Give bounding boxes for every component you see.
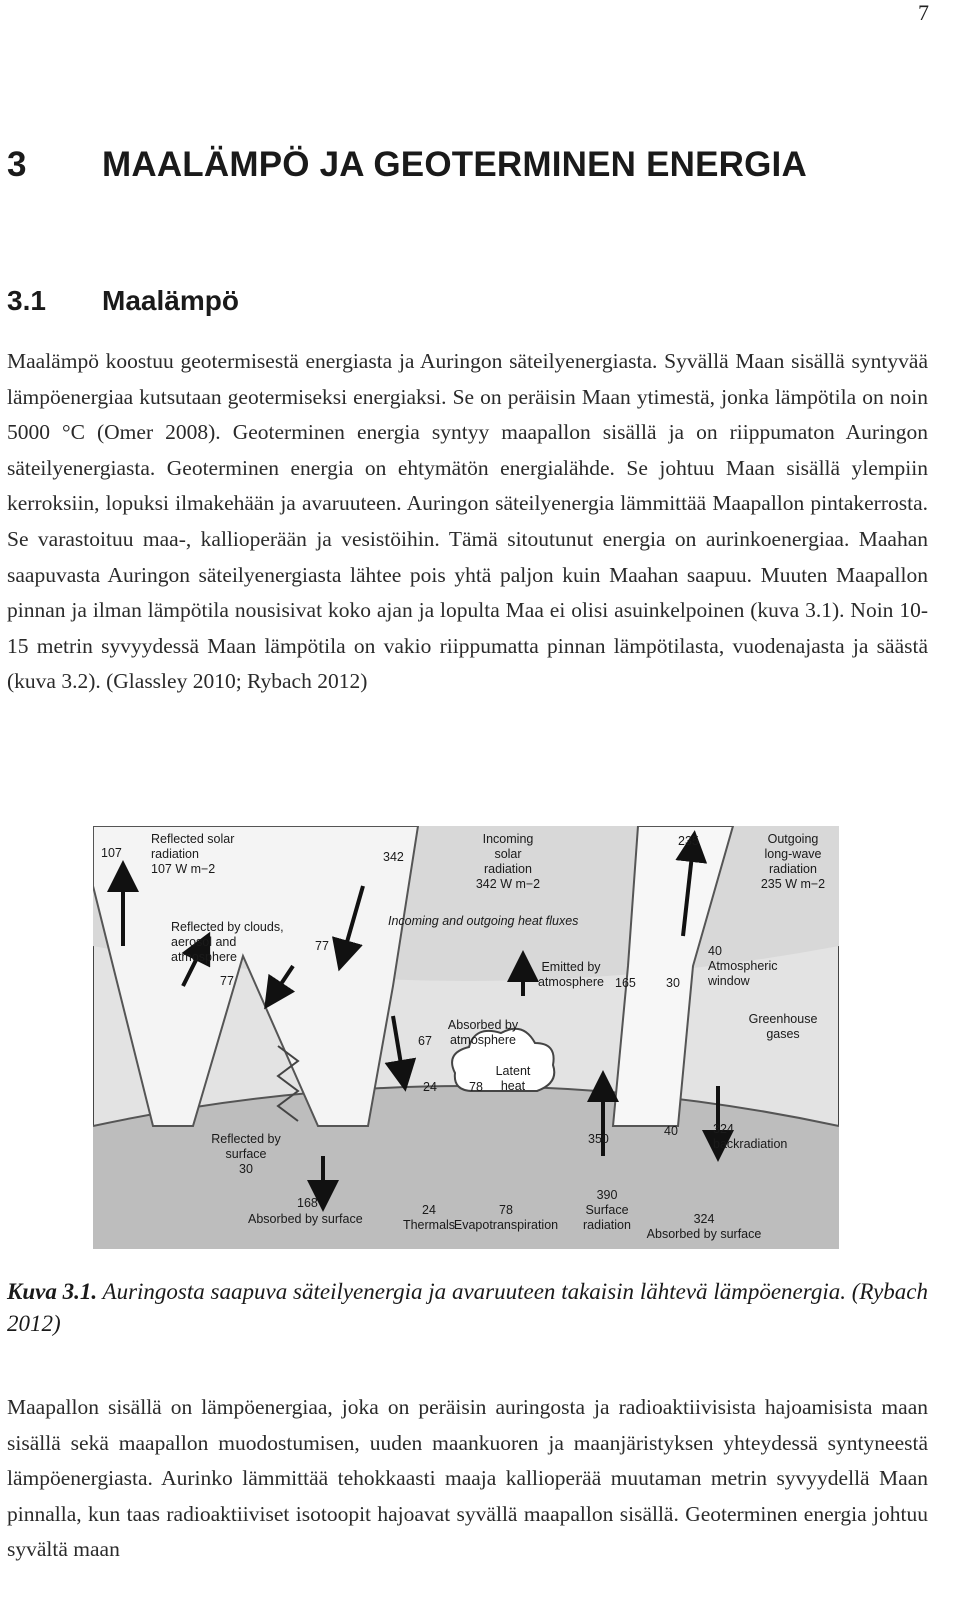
label-incoming-solar: Incoming solar radiation 342 W m−2 (475, 832, 541, 891)
caption-label: Kuva 3.1. (7, 1279, 98, 1304)
label-greenhouse-gases: Greenhouse gases (748, 1012, 818, 1041)
label-emitted-value: 165 (615, 976, 636, 990)
label-heat-fluxes-title: Incoming and outgoing heat fluxes (388, 914, 579, 928)
label-latent-heat: Latent heat (495, 1064, 531, 1093)
label-reflected-by-clouds: Reflected by clouds, aerosol and atmosphere (171, 920, 284, 964)
label-surface-up-value: 350 (588, 1132, 609, 1146)
label-outgoing-longwave: Outgoing long-wave radiation 235 W m−2 (760, 832, 826, 891)
section-heading (7, 285, 239, 317)
label-reflected-by-surface: Reflected by surface 30 (211, 1132, 281, 1176)
caption-text: Auringosta saapuva säteilyenergia ja avaruuteen takaisin lähtevä lämpöenergia. (Rybach 2012) (7, 1279, 928, 1336)
label-clouds-value-a: 77 (315, 939, 329, 953)
chapter-heading (7, 145, 807, 185)
label-atmospheric-window: 40 Atmospheric window (708, 944, 778, 988)
label-latent-top-value: 78 (469, 1080, 483, 1094)
label-reflected-solar: Reflected solar radiation 107 W m−2 (151, 832, 235, 876)
label-outgoing-value: 235 (678, 834, 699, 848)
label-thermals: 24 Thermals (402, 1203, 456, 1232)
label-evapotranspiration: 78 Evapotranspiration (453, 1203, 559, 1232)
energy-flux-diagram (93, 826, 839, 1249)
chapter-title: MAALÄMPÖ JA GEOTERMINEN ENERGIA (102, 145, 807, 184)
label-absorbed-surface-value: 168 (297, 1196, 318, 1210)
label-window-value-30: 30 (666, 976, 680, 990)
label-clouds-value-b: 77 (220, 974, 234, 988)
label-backradiation: 324 backradiation (713, 1122, 788, 1151)
label-surface-radiation: 390 Surface radiation (583, 1188, 631, 1232)
label-absorbed-atm-value: 67 (418, 1034, 432, 1048)
label-absorbed-by-surface-left: Absorbed by surface (248, 1212, 363, 1226)
label-thermals-top-value: 24 (423, 1080, 437, 1094)
section-title: Maalämpö (102, 285, 239, 316)
label-absorbed-by-atmosphere: Absorbed by atmosphere (447, 1018, 519, 1047)
label-emitted-by-atmosphere: Emitted by atmosphere (537, 960, 604, 989)
body-paragraph-2: Maapallon sisällä on lämpöenergiaa, joka on peräisin auringosta ja radioaktiivisista hajoamisista maan sisällä sekä maapallon muodostumisen, uuden maankuoren ja maanjäristyksen yhteydessä syntyneestä lämpöenergiasta. Aurinko lämmittää tehokkaasti maaja kallioperää muutaman metrin syvyydellä Maan pinnalla, kun taas radioaktiiviset isotoopit hajoavat syvällä maapallon sisällä. Geoterminen energia johtuu syvältä maan (7, 1395, 928, 1562)
figure-caption (7, 1276, 928, 1340)
label-absorbed-by-surface-right: 324 Absorbed by surface (646, 1212, 762, 1241)
page-number: 7 (918, 0, 929, 25)
label-reflected-solar-value: 107 (101, 846, 122, 860)
label-window-value-40: 40 (664, 1124, 678, 1138)
body-paragraph-1: Maalämpö koostuu geotermisestä energiasta ja Auringon säteilyenergiasta. Syvällä Maan sisällä syntyvää lämpöenergiaa kutsutaan geotermiseksi energiaksi. Se on peräisin Maan ytimestä, jonka lämpötila on noin 5000 °C (Omer 2008). Geoterminen energia syntyy maapallon sisällä ja on riippumaton Auringon säteilyenergiasta. Geoterminen energia on ehtymätön energialähde. Se johtuu Maan sisällä ylempiin kerroksiin, lopuksi ilmakehään ja avaruuteen. Auringon säteilyenergia lämmittää Maapallon pintakerrosta. Se varastoituu maa-, kallioperään ja vesistöihin. Tämä sitoutunut energia on aurinkoenergiaa. Maahan saapuvasta Auringon säteilyenergiasta lähtee pois yhtä paljon kuin Maahan saapuu. Muuten Maapallon pinnan ja ilman lämpötila nousisivat koko ajan ja lopulta Maa ei olisi asuinkelpoinen (kuva 3.1). Noin 10-15 metrin syvyydessä Maan lämpötila on vakio riippumatta pinnan lämpötilasta, vuodenajasta ja säästä (kuva 3.2). (Glassley 2010; Rybach 2012) (7, 349, 928, 694)
section-number: 3.1 (7, 285, 46, 316)
chapter-number: 3 (7, 145, 27, 184)
label-incoming-value: 342 (383, 850, 404, 864)
